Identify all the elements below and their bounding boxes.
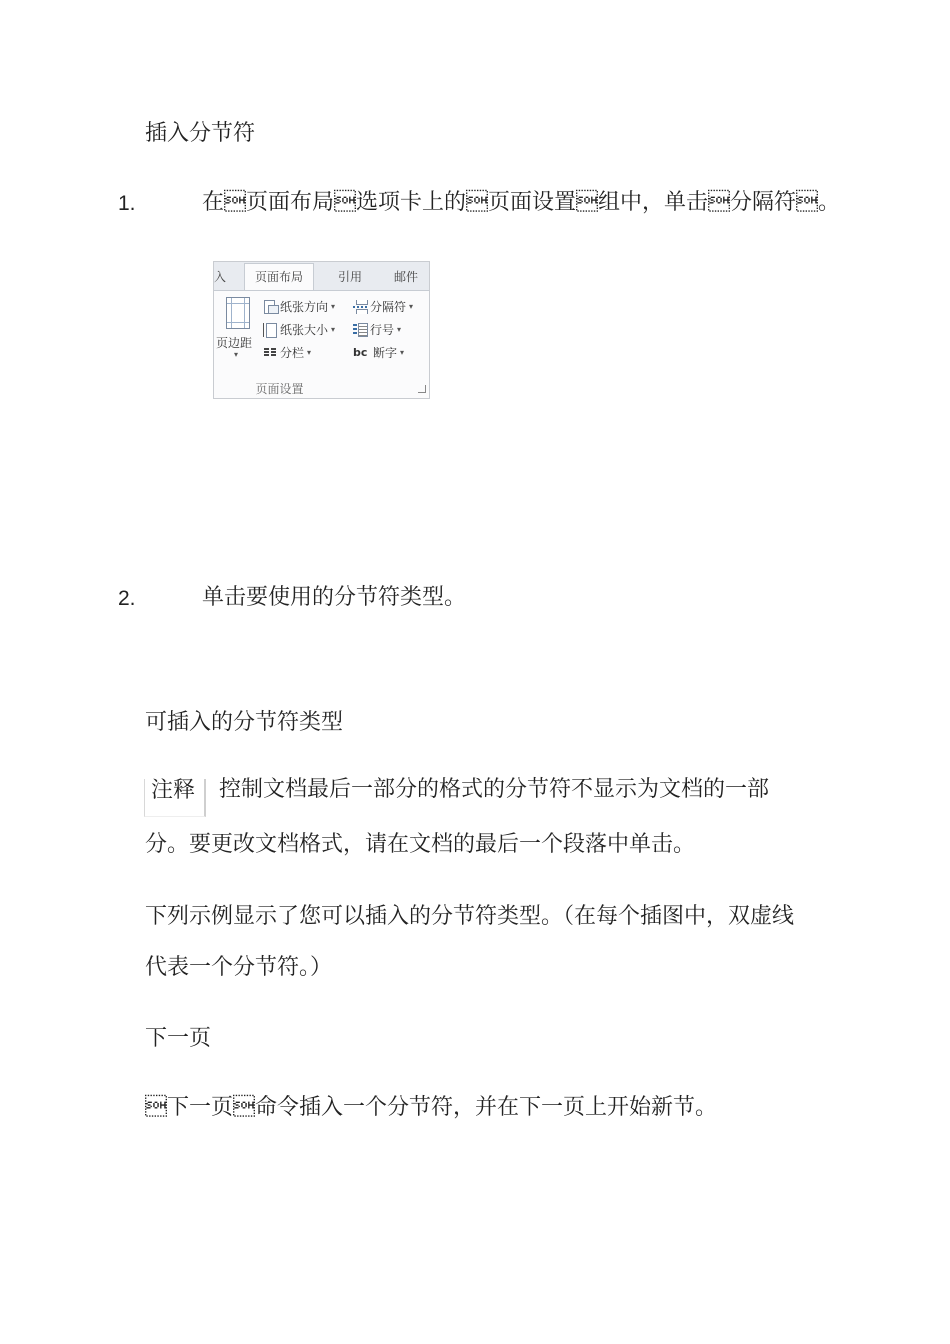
orientation-label: 纸张方向 <box>280 300 329 314</box>
size-label: 纸张大小 <box>280 323 329 337</box>
examples-text-line-1: 下列示例显示了您可以插入的分节符类型。（在每个插图中，双虚线 <box>145 904 795 929</box>
margins-button[interactable] <box>216 295 258 365</box>
tab-insert-partial[interactable]: 入 <box>214 270 227 284</box>
hyphenation-label: 断字 <box>373 346 398 360</box>
breaks-icon <box>353 300 367 314</box>
step-2-text: 单击要使用的分节符类型。 <box>202 585 467 610</box>
breaks-button[interactable] <box>353 298 413 315</box>
margins-dropdown-caret: ▾ <box>234 350 239 359</box>
step-2-number: 2. <box>118 587 136 610</box>
page-orientation-icon <box>263 300 277 314</box>
margins-label: 页边距 <box>216 336 253 350</box>
line-numbers-label: 行号 <box>370 323 395 337</box>
hyphenation-button[interactable] <box>353 344 404 361</box>
page-size-icon <box>263 323 277 337</box>
tab-mailings[interactable]: 邮件 <box>394 270 419 284</box>
ribbon-tab-bar <box>214 262 429 291</box>
line-numbers-dropdown-caret: ▾ <box>397 325 402 334</box>
step-1-number: 1. <box>118 192 136 215</box>
line-numbers-button[interactable] <box>353 321 401 338</box>
size-dropdown-caret: ▾ <box>331 325 336 334</box>
columns-dropdown-caret: ▾ <box>307 348 312 357</box>
line-numbers-icon <box>353 323 367 337</box>
columns-button[interactable] <box>263 344 311 361</box>
tab-page-layout[interactable]: 页面布局 <box>244 263 314 290</box>
heading-section-break-types: 可插入的分节符类型 <box>145 710 344 735</box>
orientation-dropdown-caret: ▾ <box>331 302 336 311</box>
hyphenation-dropdown-caret: ▾ <box>400 348 405 357</box>
columns-icon <box>263 346 277 360</box>
dialog-launcher-icon[interactable] <box>418 385 426 393</box>
next-page-heading: 下一页 <box>145 1026 212 1051</box>
note-label-box <box>144 779 206 817</box>
ribbon-page-setup-screenshot <box>213 261 430 399</box>
columns-label: 分栏 <box>280 346 305 360</box>
examples-text-line-2: 代表一个分节符。） <box>145 955 333 980</box>
size-button[interactable] <box>263 321 335 338</box>
note-text-line-1: 控制文档最后一部分的格式的分节符不显示为文档的一部 <box>219 777 770 802</box>
step-1-text: 在页面布局选项卡上的页面设置组中，单击分隔符。 <box>202 190 841 215</box>
next-page-description: 下一页命令插入一个分节符，并在下一页上开始新节。 <box>145 1095 718 1120</box>
orientation-button[interactable] <box>263 298 335 315</box>
breaks-label: 分隔符 <box>370 300 407 314</box>
hyphenation-icon: bc <box>353 346 368 359</box>
note-text-line-2: 分。要更改文档格式，请在文档的最后一个段落中单击。 <box>145 832 696 857</box>
heading-insert-section-break: 插入分节符 <box>145 121 256 146</box>
page-setup-group-label: 页面设置 <box>255 382 304 396</box>
note-label: 注释 <box>151 778 196 803</box>
tab-references[interactable]: 引用 <box>338 270 363 284</box>
margins-icon <box>226 297 250 329</box>
breaks-dropdown-caret: ▾ <box>409 302 414 311</box>
